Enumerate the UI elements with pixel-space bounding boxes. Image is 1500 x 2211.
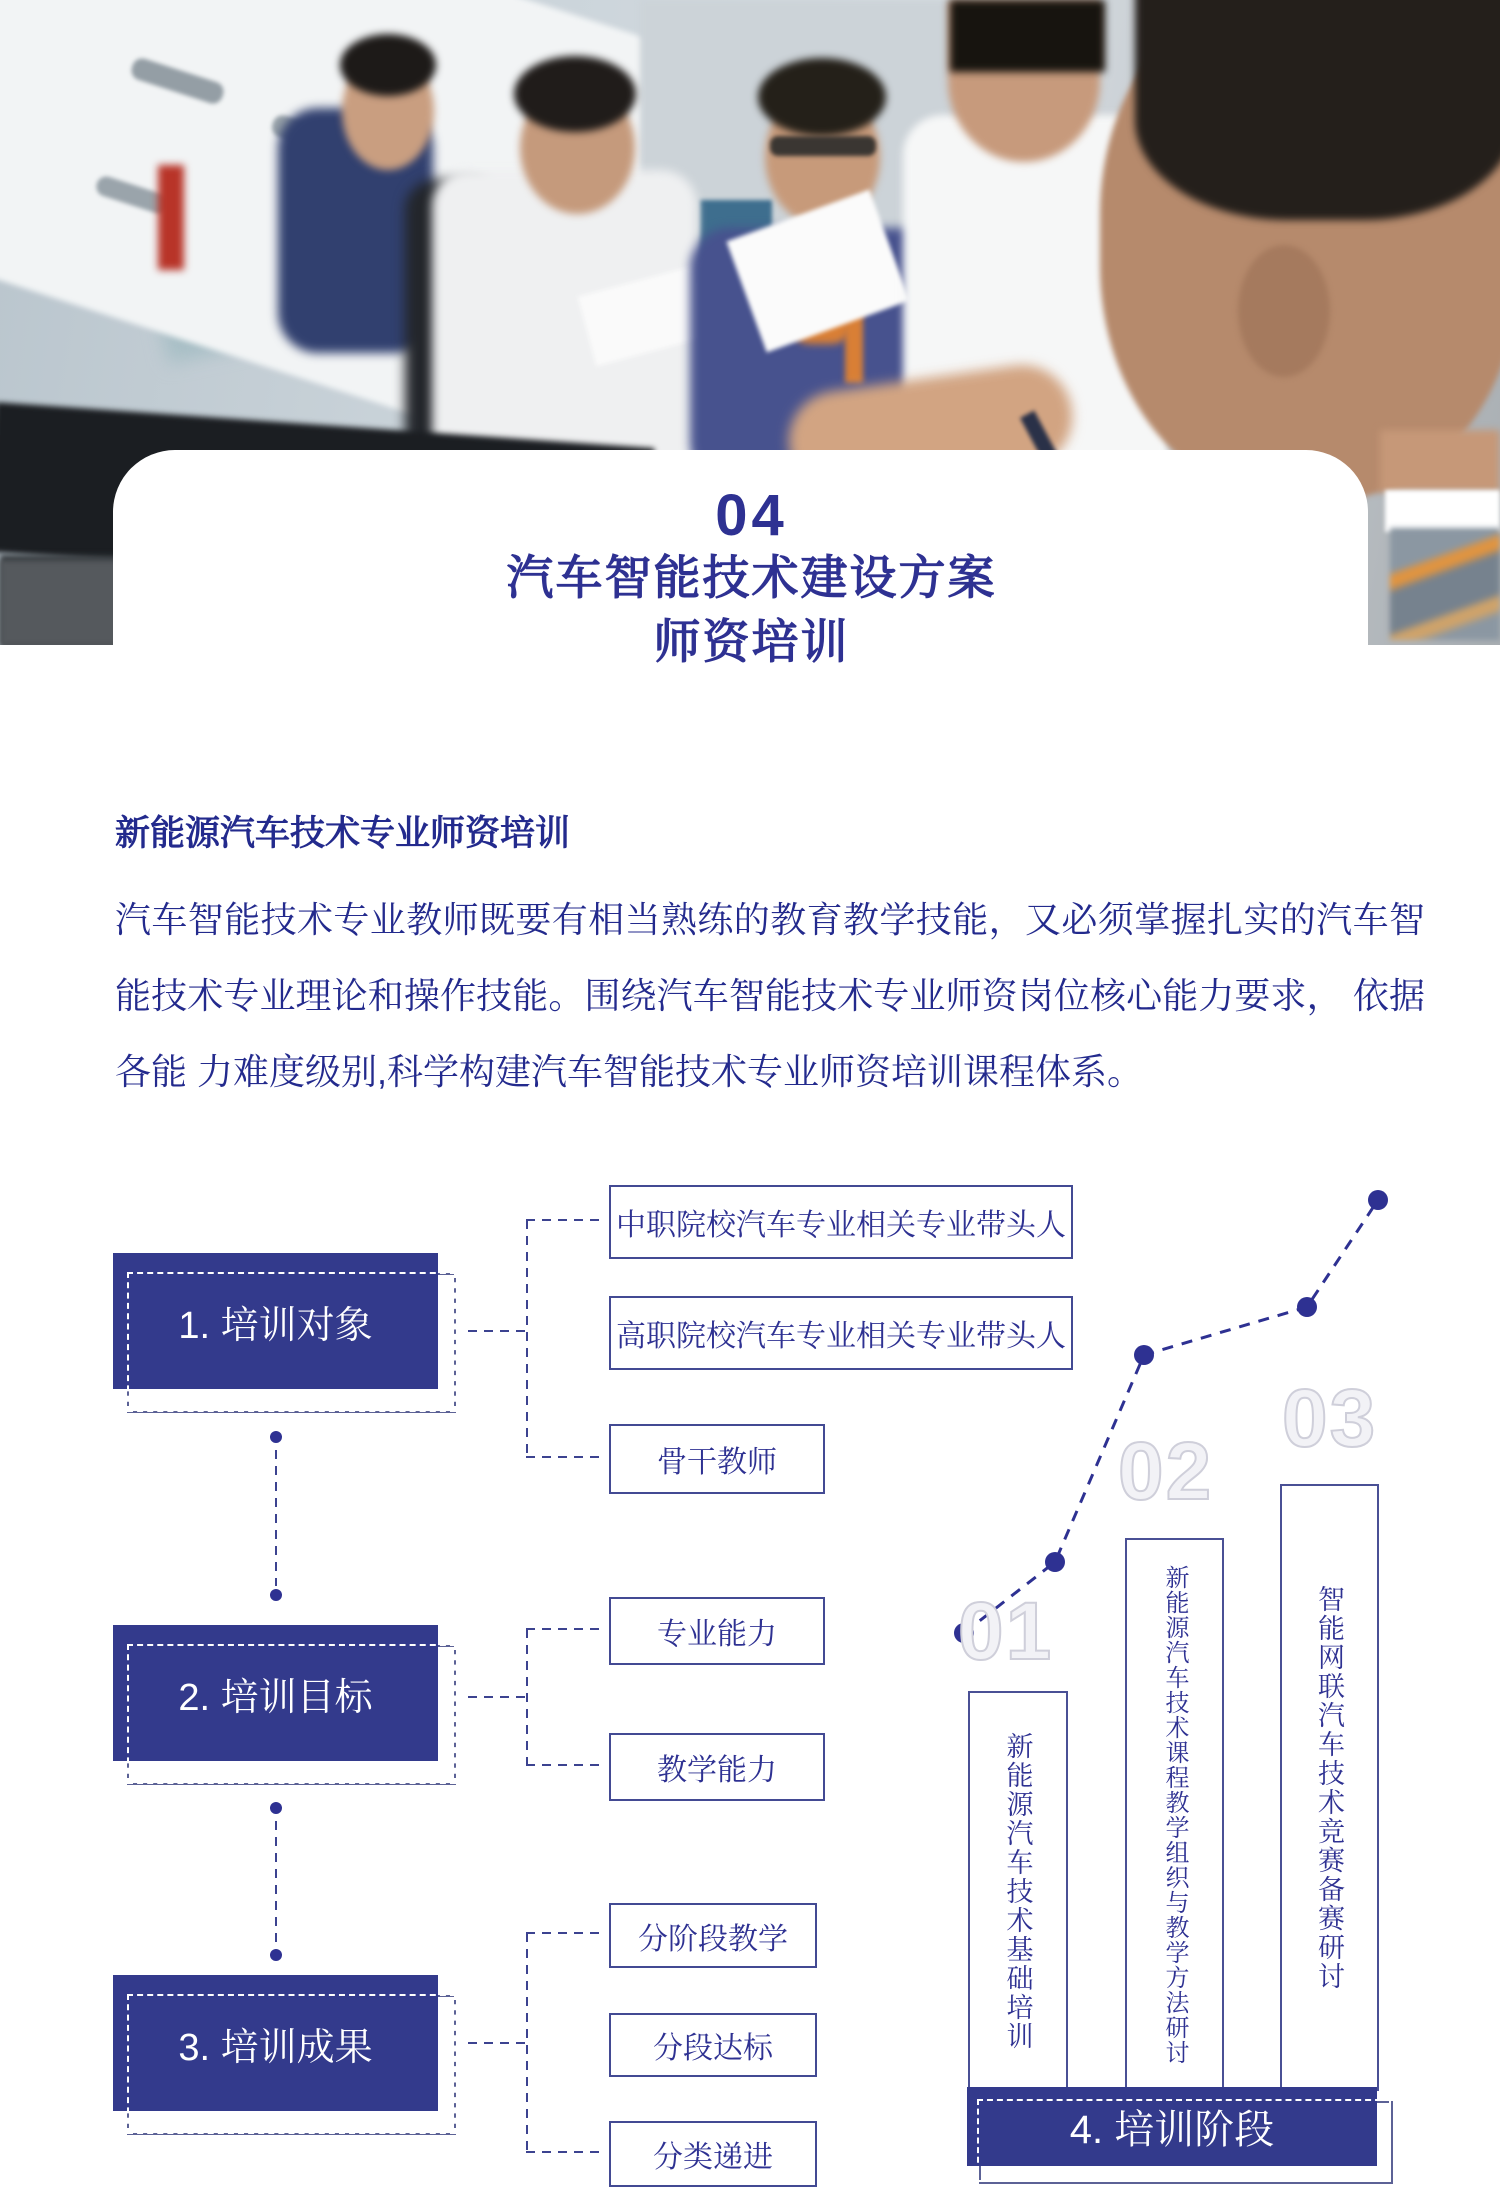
group2-item-label: 教学能力 xyxy=(657,1754,777,1787)
group2-bracket-stub xyxy=(526,1628,600,1630)
person-hair xyxy=(950,0,1105,72)
group1-bracket-stub xyxy=(526,1456,600,1458)
foreground-hair xyxy=(1135,0,1500,220)
group2-bracket-line xyxy=(526,1629,528,1766)
right-strip-skin xyxy=(1380,430,1500,492)
group3-item xyxy=(609,2121,817,2187)
group1-item xyxy=(609,1424,825,1494)
group2-label: 2. 培训目标 xyxy=(178,1676,373,1719)
stage-number-01: 01 xyxy=(958,1586,1054,1677)
group1-item xyxy=(609,1185,1073,1259)
group1-box xyxy=(113,1253,438,1389)
group3-box xyxy=(113,1975,438,2111)
stage-bar-2 xyxy=(1125,1538,1224,2091)
group3-item-label: 分段达标 xyxy=(653,2032,773,2065)
stage-number-02: 02 xyxy=(1118,1426,1214,1517)
connector-line xyxy=(275,1450,277,1586)
group1-item-label: 中职院校汽车专业相关专业带头人 xyxy=(616,1209,1066,1242)
connector-dot xyxy=(270,1949,282,1961)
stage-footer-label: 4. 培训阶段 xyxy=(1069,2108,1275,2152)
group3-bracket-stub xyxy=(526,2151,600,2153)
stage-footer-bar xyxy=(967,2087,1377,2166)
section-title-line1: 汽车智能技术建设方案 xyxy=(506,551,997,604)
group3-bracket-stub xyxy=(526,1932,600,1934)
foreground-ear xyxy=(1238,245,1330,377)
right-strip-highlight xyxy=(1385,490,1500,532)
group2-item xyxy=(609,1733,825,1801)
intro-paragraph: 汽车智能技术专业教师既要有相当熟练的教育教学技能，又必须掌握扎实的汽车智能技术专业理论和操作技能。围绕汽车智能技术专业师资岗位核心能力要求， 依据各能 力难度级别,科学构建汽车智能技术专业师资培训课程体系。 xyxy=(115,899,1425,1092)
group1-item-label: 高职院校汽车专业相关专业带头人 xyxy=(616,1320,1066,1353)
group3-label: 3. 培训成果 xyxy=(178,2026,373,2069)
group1-item xyxy=(609,1296,1073,1370)
group3-item-label: 分类递进 xyxy=(653,2141,773,2174)
cowl-left-strip xyxy=(0,560,120,645)
stage-footer-dashed-border xyxy=(977,2099,1391,2182)
group1-bracket-stub xyxy=(468,1330,526,1332)
stage-bar-1-label: 新能源汽车技术基础培训 xyxy=(1002,1731,1033,2051)
section-number: 04 xyxy=(715,483,788,548)
stage-bar-3 xyxy=(1280,1484,1379,2091)
connector-dot xyxy=(270,1589,282,1601)
group3-item-label: 分阶段教学 xyxy=(638,1922,788,1956)
group2-bracket-stub xyxy=(468,1696,526,1698)
stage-bar-1 xyxy=(968,1691,1068,2091)
group3-item xyxy=(609,2013,817,2077)
stage-bar-2-label: 新能源汽车技术课程教学组织与教学方法研讨 xyxy=(1161,1564,1188,2065)
intro-block xyxy=(115,806,1425,1110)
group2-box xyxy=(113,1625,438,1761)
connector-dot xyxy=(270,1431,282,1443)
red-pillar xyxy=(158,165,184,270)
stage-number-03: 03 xyxy=(1282,1373,1378,1464)
person-hair xyxy=(514,56,636,132)
group3-item xyxy=(609,1903,817,1968)
section-title-line2: 师资培训 xyxy=(653,615,850,668)
group1-bracket-stub xyxy=(526,1219,600,1221)
connector-dot xyxy=(270,1802,282,1814)
section-title-block xyxy=(113,483,1390,674)
stage-bar-3-label: 智能网联汽车技术竞赛备赛研讨 xyxy=(1314,1584,1344,1991)
person-hair xyxy=(758,58,886,136)
eyeglasses xyxy=(770,136,876,156)
group2-item-label: 专业能力 xyxy=(657,1618,777,1651)
group1-label: 1. 培训对象 xyxy=(178,1304,373,1347)
group2-item xyxy=(609,1597,825,1665)
person-hair xyxy=(340,34,436,96)
right-strip-clothing xyxy=(1390,528,1500,640)
intro-heading: 新能源汽车技术专业师资培训 xyxy=(115,814,571,853)
group3-bracket-line xyxy=(526,1933,528,2153)
group2-bracket-stub xyxy=(526,1764,600,1766)
group1-bracket-line xyxy=(526,1220,528,1458)
group1-item-label: 骨干教师 xyxy=(657,1446,777,1479)
connector-line xyxy=(275,1821,277,1947)
group3-bracket-stub xyxy=(468,2042,526,2044)
